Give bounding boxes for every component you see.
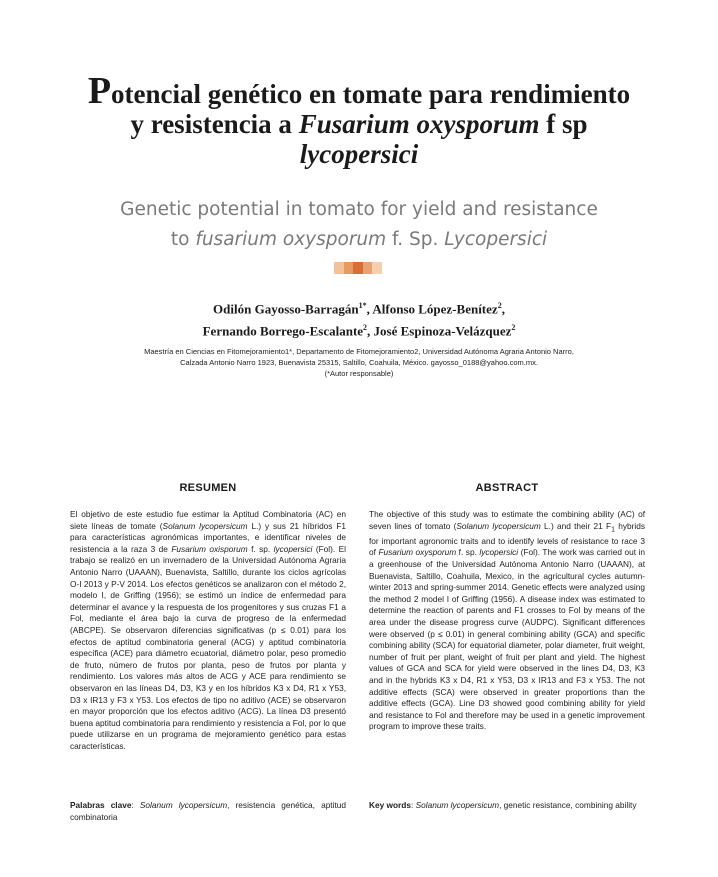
abstract-column (369, 480, 645, 733)
abstract-subscript: 1 (611, 526, 615, 534)
english-title-forma: Lycopersici (444, 229, 548, 250)
abstract-part: f. sp. (456, 547, 480, 558)
author-3-sup: 2 (363, 323, 368, 333)
palabras-clave (70, 800, 346, 823)
title-species: Fusarium oxysporum (298, 109, 540, 139)
english-title-line-1: Genetic potential in tomato for yield and resistance (120, 199, 598, 220)
author-4-sup: 2 (511, 323, 516, 333)
resumen-part: El objetivo de este estudio fue estimar la Aptitud Combinatoria (AC) en siete líneas de tomate ( (70, 509, 346, 531)
author-sep: , (367, 323, 374, 339)
resumen-part: L.) y sus 21 híbridos F1 para características agronómicas importantes, e identificar niveles de resistencia a la raza 3 de (70, 520, 346, 554)
affiliation-line-1: Maestría en Ciencias en Fitomejoramiento1*, Departamento de Fitomejoramiento2, Universidad Autónoma Agraria Antonio Narro, (144, 347, 574, 356)
author-sep: , (366, 301, 373, 317)
author-2-sup: 2 (497, 301, 502, 310)
resumen-forma: lycopersici (273, 543, 313, 554)
abstract-forma: lycopersici (479, 547, 519, 558)
affiliation (80, 346, 638, 379)
deco-segment (344, 262, 354, 274)
authors-line-2 (60, 318, 658, 340)
abstract-part: hybrids for important agronomic traits and to identify levels of resistance to race 3 of (369, 520, 645, 558)
resumen-species: Solanum lycopersicum (162, 520, 248, 531)
title-forma: lycopersici (299, 139, 419, 169)
deco-segment (334, 262, 344, 274)
kw-rest: , genetic resistance, combining ability (499, 800, 637, 810)
key-words (369, 800, 645, 812)
abstract-species: Solanum lycopersicum (456, 520, 541, 531)
author-list (60, 296, 658, 341)
authors-line-1 (60, 296, 658, 318)
resumen-pathogen: Fusarium oxisporum (171, 543, 248, 554)
resumen-column (70, 480, 346, 752)
author-1-sup: 1* (358, 301, 367, 310)
palabras-clave-label: Palabras clave (70, 800, 132, 810)
title-line-1 (40, 70, 678, 112)
title-line-3 (40, 139, 678, 169)
english-title-mid: f. Sp. (386, 229, 445, 250)
title-line-2 (40, 109, 678, 139)
abstract-text (369, 509, 645, 733)
abstract-pathogen: Fusarium oxysporum (378, 547, 457, 558)
title-line-2-start: y resistencia a (130, 109, 299, 139)
english-title-species: fusarium oxysporum (195, 229, 387, 250)
author-4: José Espinoza-Velázquez (373, 323, 512, 339)
resumen-heading: RESUMEN (179, 482, 237, 494)
deco-segment (372, 262, 382, 274)
author-2: Alfonso López-Benítez (372, 301, 498, 317)
article-title (40, 70, 678, 169)
author-sep: , (501, 301, 505, 317)
deco-segment (353, 262, 363, 274)
resumen-part: f. sp. (247, 543, 274, 554)
title-initial: P (87, 70, 112, 112)
title-line-1-text: otencial genético en tomate para rendimiento (111, 79, 631, 109)
abstract-part: (Fol). The work was carried out in a greenhouse of the Universidad Autónoma Antonio Narro (UAAAN), at Buenavista, Saltillo, Coahuila, Mexico, in the agricultural cycles autumn-winter 2013 and spring-summer 2014. Genetic effects were analyzed using the method 2 model I of Griffing (1956). A disease index was estimated to determine the reaction of parents and F1 crosses to Fol by means of the area under the disease progress curve (AUDPC). Significant differences were observed (p ≤ 0.01) in general combining ability (GCA) and specific combining ability (SCA) for equatorial diameter, polar diameter, fruit weight, number of fruit per plant, weight of fruit per plant and yield. The highest values of GCA and SCA for yield were observed in the lines D4, D3, K3 and in the hybrids K3 x D4, R1 x Y53, D3 x IR13 and F3 x Y53. The not additive effects (SCA) were observed in greater proportions than the additive effects (GCA). Line D3 showed good combining ability for yield and resistance to Fol and therefore may be used in a genetic improvement program to improve these traits. (369, 547, 645, 732)
kw-rest: , resistencia genética, aptitud combinatoria (70, 800, 346, 822)
decorative-color-bar (334, 262, 382, 274)
kw-species: Solanum lycopersicum (415, 800, 500, 810)
author-1: Odilón Gayosso-Barragán (213, 301, 359, 317)
abstract-heading: ABSTRACT (475, 482, 539, 494)
kw-sep: : (131, 800, 140, 810)
kw-sep: : (410, 800, 416, 810)
author-3: Fernando Borrego-Escalante (202, 323, 364, 339)
deco-segment (363, 262, 373, 274)
abstract-part: The objective of this study was to estimate the combining ability (AC) of seven lines of tomato ( (369, 509, 645, 531)
key-words-label: Key words (369, 800, 411, 810)
kw-species: Solanum lycopersicum (139, 800, 228, 810)
affiliation-line-2: Calzada Antonio Narro 1923, Buenavista 25315, Saltillo, Coahuila, México. gayosso_0188@yahoo.com.mx. (180, 358, 538, 367)
title-line-2-end: f sp (539, 109, 588, 139)
resumen-part: (Fol). El trabajo se realizó en un invernadero de la Universidad Autónoma Agraria Antonio Narro (UAAAN), Buenavista, Saltillo, durante los ciclos agrícolas O-I 2013 y P-V 2014. Los efectos genéticos se analizaron con el método 2, modelo I, de Griffing (1956); se estimó un índice de enfermedad para determinar el avance y la respuesta de los progenitores y sus cruzas F1 a Fol, mediante el área bajo la curva de progreso de la enfermedad (ABCPE). Se observaron diferencias significativas (p ≤ 0.01) para los efectos de aptitud combinatoria general (ACG) y aptitud combinatoria específica (ACE) para diámetro ecuatorial, diámetro polar, peso promedio de fruto, número de frutos por planta, peso de frutos por planta y rendimiento. Los valores más altos de ACG y ACE para rendimiento se observaron en las líneas D4, D3, K3 y en los híbridos K3 x D4, R1 x Y53, D3 x IR13 y F3 x Y53. Los efectos de tipo no aditivo (ACE) se observaron en mayor proporción que los efectos aditivo (ACG). La línea D3 presentó buena aptitud combinatoria para rendimiento y resistencia a Fol, por lo que puede utilizarse en un programa de mejoramiento genético para estas características. (70, 543, 347, 751)
english-title-start: to (170, 229, 196, 250)
resumen-text (70, 509, 346, 752)
corresponding-author-note: (*Autor responsable) (324, 369, 394, 378)
english-title-line-2 (60, 225, 658, 255)
abstract-part: L.) and their 21 F (540, 520, 612, 531)
english-title (60, 195, 658, 255)
